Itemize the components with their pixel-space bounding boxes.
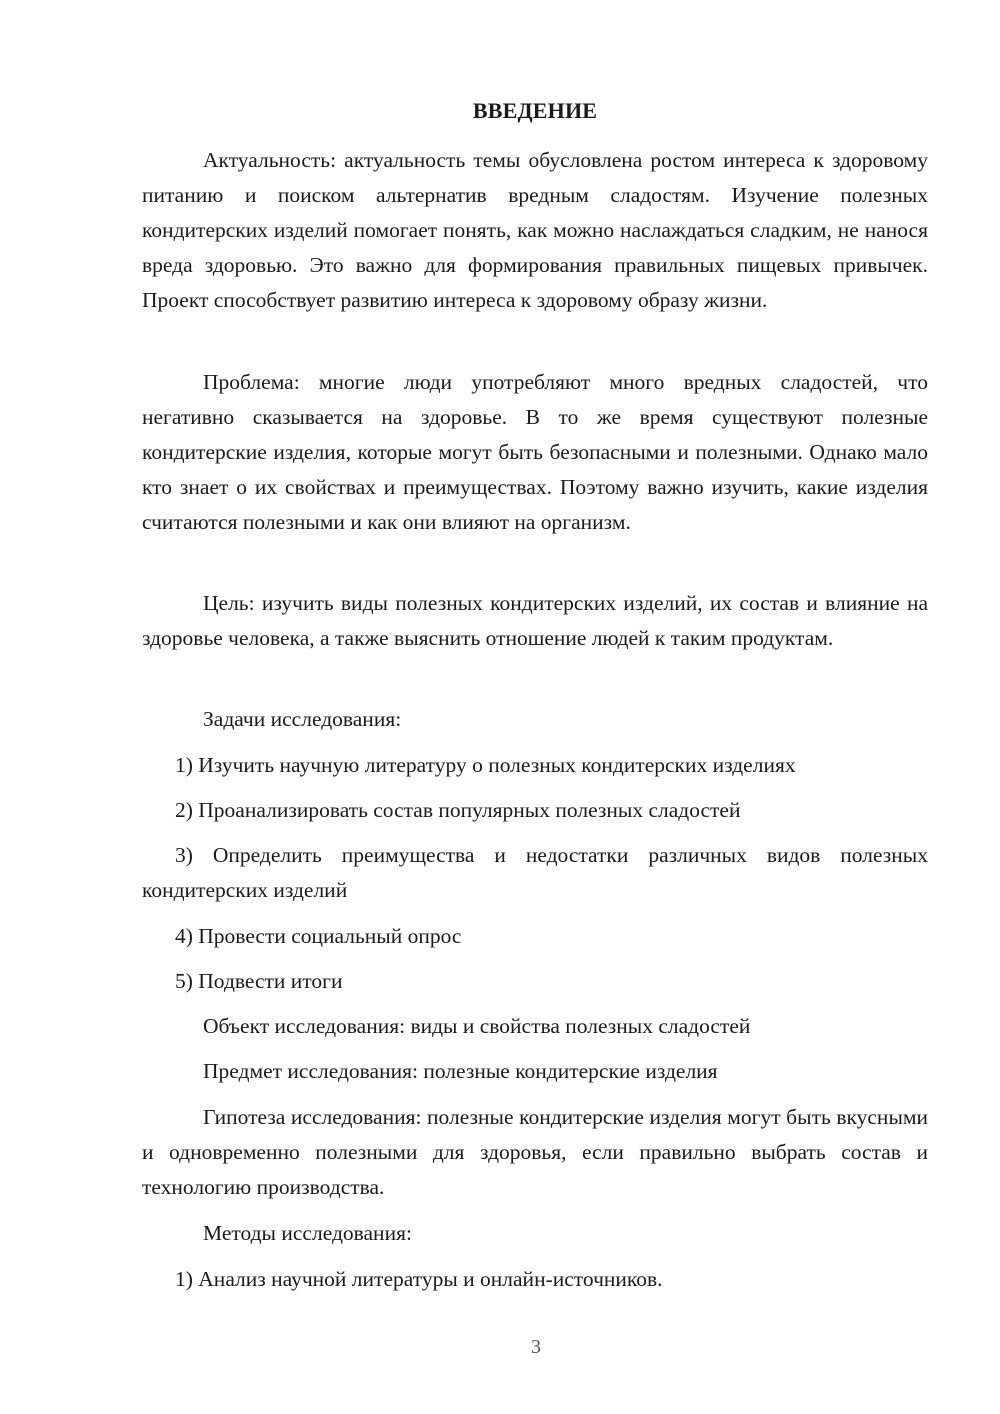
page-number: 3 [531,1336,541,1358]
subject-paragraph: Предмет исследования: полезные кондитерские изделия [203,1059,718,1083]
page-title: ВВЕДЕНИЕ [472,98,598,123]
hypothesis-paragraph: Гипотеза исследования: полезные кондитерские изделия могут быть вкусными и одновременно полезными для здоровья, если правильно выбрать состав и технологию производства. [142,1105,928,1199]
task-item: 5) Подвести итоги [175,969,343,993]
task-item: 4) Провести социальный опрос [175,924,462,948]
goal-paragraph: Цель: изучить виды полезных кондитерских изделий, их состав и влияние на здоровье человека, а также выяснить отношение людей к таким продуктам. [142,591,928,650]
methods-heading: Методы исследования: [203,1221,412,1245]
tasks-heading: Задачи исследования: [203,707,402,731]
task-item: 2) Проанализировать состав популярных полезных сладостей [175,798,741,822]
method-item: 1) Анализ научной литературы и онлайн-источников. [175,1267,663,1291]
task-item: 3) Определить преимущества и недостатки различных видов полезных кондитерских изделий [142,843,928,902]
task-item: 1) Изучить научную литературу о полезных кондитерских изделиях [175,753,796,777]
problem-paragraph: Проблема: многие люди употребляют много вредных сладостей, что негативно сказывается на здоровье. В то же время существуют полезные кондитерские изделия, которые могут быть безопасными и полезными. Однако мало кто знает о их свойствах и преимуществах. Поэтому важно изучить, какие изделия считаются полезными и как они влияют на организм. [142,370,928,534]
object-paragraph: Объект исследования: виды и свойства полезных сладостей [203,1014,751,1038]
relevance-paragraph: Актуальность: актуальность темы обусловлена ростом интереса к здоровому питанию и поиском альтернатив вредным сладостям. Изучение полезных кондитерских изделий помогает понять, как можно наслаждаться сладким, не нанося вреда здоровью. Это важно для формирования правильных пищевых привычек. Проект способствует развитию интереса к здоровому образу жизни. [142,148,928,312]
